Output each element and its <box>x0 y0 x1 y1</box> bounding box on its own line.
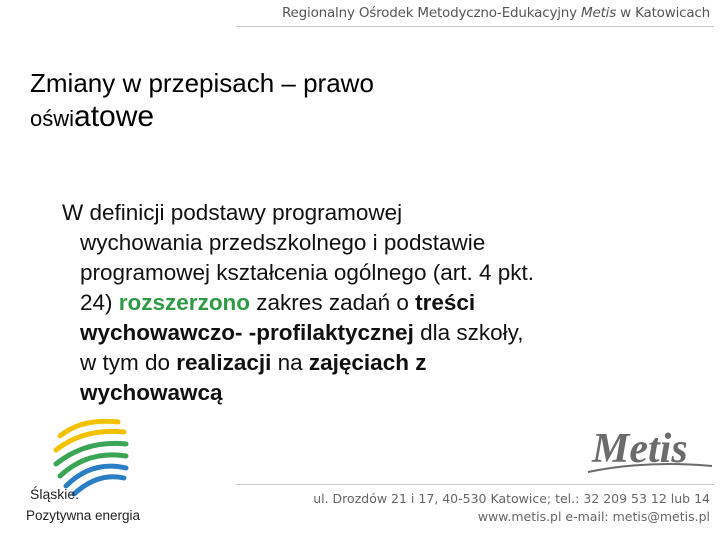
body-line-5 <box>62 318 662 348</box>
body-line-4a: 24) <box>80 290 119 315</box>
header-text-prefix: Regionalny Ośrodek Metodyczno-Edukacyjny <box>281 5 582 21</box>
body-line-1: W definicji podstawy programowej <box>62 200 403 225</box>
slide-body <box>62 198 662 408</box>
body-bold-realizacji: realizacji <box>176 350 272 375</box>
footer-contact <box>230 490 710 526</box>
footer-web-email: www.metis.pl e-mail: metis@metis.pl <box>477 509 710 524</box>
header-institution <box>234 5 710 21</box>
body-bold-tresci: treści <box>415 290 476 315</box>
metis-logo-text: Metis <box>592 426 688 472</box>
title-line-2 <box>30 100 550 136</box>
slaskie-slogan: Pozytywna energia <box>26 508 141 523</box>
title-line-2-small: oświ <box>30 106 75 131</box>
title-line-1: Zmiany w przepisach – prawo <box>30 68 374 98</box>
header-text-suffix: w Katowicach <box>616 5 710 21</box>
footer-address: ul. Drozdów 21 i 17, 40-530 Katowice; tel.: 32 209 53 12 lub 14 <box>313 491 710 506</box>
footer-divider <box>236 484 714 485</box>
body-line-4c: zakres zadań o <box>250 290 416 315</box>
body-line-7: wychowawcą <box>80 380 223 405</box>
body-bold-profilaktyczna: wychowawczo- -profilaktycznej <box>80 320 414 345</box>
header-text-italic: Metis <box>581 5 617 21</box>
body-bold-zajeciach: zajęciach z <box>308 350 427 375</box>
body-line-6a: w tym do <box>80 350 177 375</box>
slaskie-name: Śląskie. <box>30 486 80 502</box>
body-line-6 <box>62 348 662 378</box>
metis-logo-icon <box>586 420 714 478</box>
title-line-2-big: atowe <box>74 100 155 133</box>
body-line-3: programowej kształcenia ogólnego (art. 4 pkt. <box>80 260 534 285</box>
body-line-2: wychowania przedszkolnego i podstawie <box>80 230 486 255</box>
body-line-5b: dla szkoły, <box>413 320 524 345</box>
body-highlight-rozszerzono: rozszerzono <box>118 290 251 315</box>
body-line-6c: na <box>271 350 309 375</box>
body-line-4 <box>62 288 662 318</box>
slide-title <box>30 66 550 136</box>
header-divider <box>236 26 714 27</box>
